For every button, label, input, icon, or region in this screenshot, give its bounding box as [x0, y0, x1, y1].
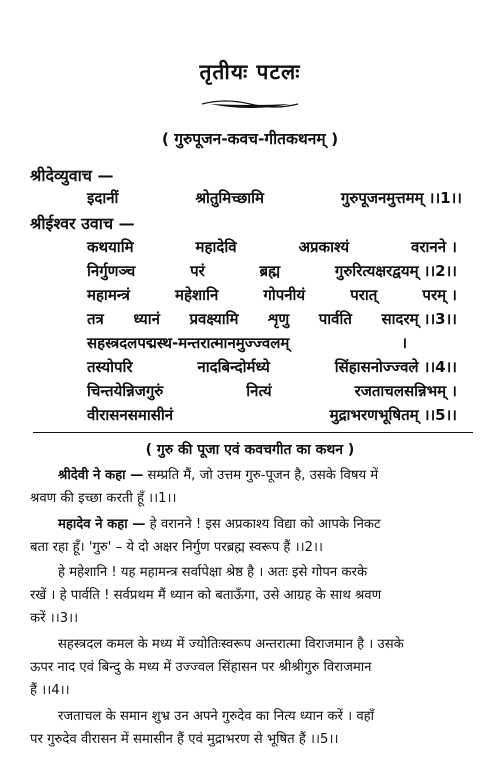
verse-7: [87, 357, 457, 377]
paragraph-text: श्रवण की इच्छा करती हूँ ।।1।।: [30, 491, 177, 506]
verse-word: चिन्तयेन्निजगुरुं: [87, 382, 164, 400]
verse-word: परात्: [350, 286, 378, 304]
verse-word: गोपनीयं: [263, 286, 306, 304]
translation-paragraph-3: [30, 561, 470, 630]
paragraph-text: रखें । हे पार्वति ! सर्वप्रथम मैं ध्यान को बताऊँगा, उसे आग्रह के साथ श्रवण: [30, 588, 382, 603]
verse-word: गुरुपूजनमुत्तमम् ।।1।।: [340, 189, 462, 207]
paragraph-text: पर गुरुदेव वीरासन में समासीन हैं एवं मुद्राभरण से भूषित हैं ।।5।।: [30, 732, 339, 747]
verse-8: [87, 381, 457, 401]
verse-word: श्रोतुमिच्छामि: [195, 189, 265, 207]
verse-2: [87, 237, 457, 257]
section-divider: [33, 432, 473, 433]
chapter-subtitle: ( गुरुपूजन-कवच-गीतकथनम् ): [161, 130, 339, 148]
speaker-label: महादेव ने कहा —: [58, 517, 146, 532]
verse-word: सादरम् ।।3।।: [381, 310, 457, 328]
translation-paragraph-2: [30, 513, 470, 559]
verse-word: परम् ।: [422, 286, 457, 304]
verse-word: महादेवि: [195, 238, 237, 256]
paragraph-text: ऊपर नाद एवं बिन्दु के मध्य में उज्ज्वल सिंहासन पर श्रीश्रीगुरु विराजमान: [30, 660, 372, 675]
paragraph-text: हैं ।।4।।: [30, 683, 70, 698]
verse-word: नादबिन्दोर्मध्ये: [197, 358, 270, 376]
paragraph-text: सहस्त्रदल कमल के मध्य में ज्योतिःस्वरूप अन्तरात्मा विराजमान है । उसके: [58, 637, 404, 652]
paragraph-text: सम्प्रति मैं, जो उत्तम गुरु-पूजन है, उसके विषय में: [147, 468, 379, 483]
verse-word: मुद्राभरणभूषितम् ।।5।।: [329, 406, 457, 424]
verse-word: पार्वति: [318, 310, 352, 328]
verse-word: निर्गुणञ्च: [87, 262, 136, 280]
verse-9: [87, 405, 457, 425]
verse-word: सहस्त्रदलपद्मस्थ-मन्तरात्मानमुज्ज्वलम्: [87, 334, 290, 352]
verse-1: [87, 188, 462, 208]
paragraph-text: बता रहा हूँ। 'गुरु' – ये दो अक्षर निर्गुण परब्रह्म स्वरूप हैं ।।2।।: [30, 540, 323, 555]
verse-5: [87, 309, 457, 329]
verse-word: रजताचलसन्निभम् ।: [354, 382, 457, 400]
verse-word: नित्यं: [246, 382, 272, 400]
verse-word: परं: [190, 262, 205, 280]
verse-word: कथयामि: [87, 238, 134, 256]
chapter-title: तृतीयः पटलः: [199, 60, 301, 84]
verse-word: ध्यानं: [133, 310, 160, 328]
verse-word: इदानीं: [87, 189, 119, 207]
verse-word: अप्रकाश्यं: [298, 238, 350, 256]
speaker-ishvar: श्रीईश्वर उवाच —: [30, 214, 135, 233]
verse-word: महामन्त्रं: [87, 286, 130, 304]
verse-word: गुरुरित्यक्षरद्वयम् ।।2।।: [334, 262, 457, 280]
speaker-devi: श्रीदेव्युवाच —: [30, 166, 114, 185]
verse-3: [87, 261, 457, 281]
verse-word: महेशानि: [175, 286, 219, 304]
verse-word: वरानने ।: [411, 238, 457, 256]
translation-paragraph-4: [30, 633, 470, 702]
translation-paragraph-1: [30, 464, 470, 510]
speaker-label: श्रीदेवी ने कहा —: [58, 468, 144, 483]
ornament-divider-icon: [200, 97, 300, 111]
verse-word: वीरासनसमासीनं: [87, 406, 174, 424]
translation-title: ( गुरु की पूजा एवं कवचगीत का कथन ): [145, 442, 355, 458]
paragraph-text: रजताचल के समान शुभ्र उन अपने गुरुदेव का नित्य ध्यान करें । वहाँ: [58, 709, 375, 724]
translation-paragraph-5: [30, 705, 470, 751]
paragraph-text: हे वरानने ! इस अप्रकाश्य विद्या को आपके निकट: [149, 517, 381, 532]
verse-word: सिंहासनोज्ज्वले ।।4।।: [334, 358, 457, 376]
verse-6: [87, 333, 407, 353]
verse-4: [87, 285, 457, 305]
paragraph-text: करें ।।3।।: [30, 611, 79, 626]
verse-word: ब्रह्म: [259, 262, 281, 280]
verse-word: तत्र: [87, 310, 104, 328]
verse-word: ।: [401, 334, 407, 352]
verse-word: तस्योपरि: [87, 358, 133, 376]
verse-word: प्रवक्ष्यामि: [189, 310, 239, 328]
paragraph-text: हे महेशानि ! यह महामन्त्र सर्वापेक्षा श्रेष्ठ है । अतः इसे गोपन करके: [58, 565, 368, 580]
verse-word: शृणु: [267, 310, 290, 328]
